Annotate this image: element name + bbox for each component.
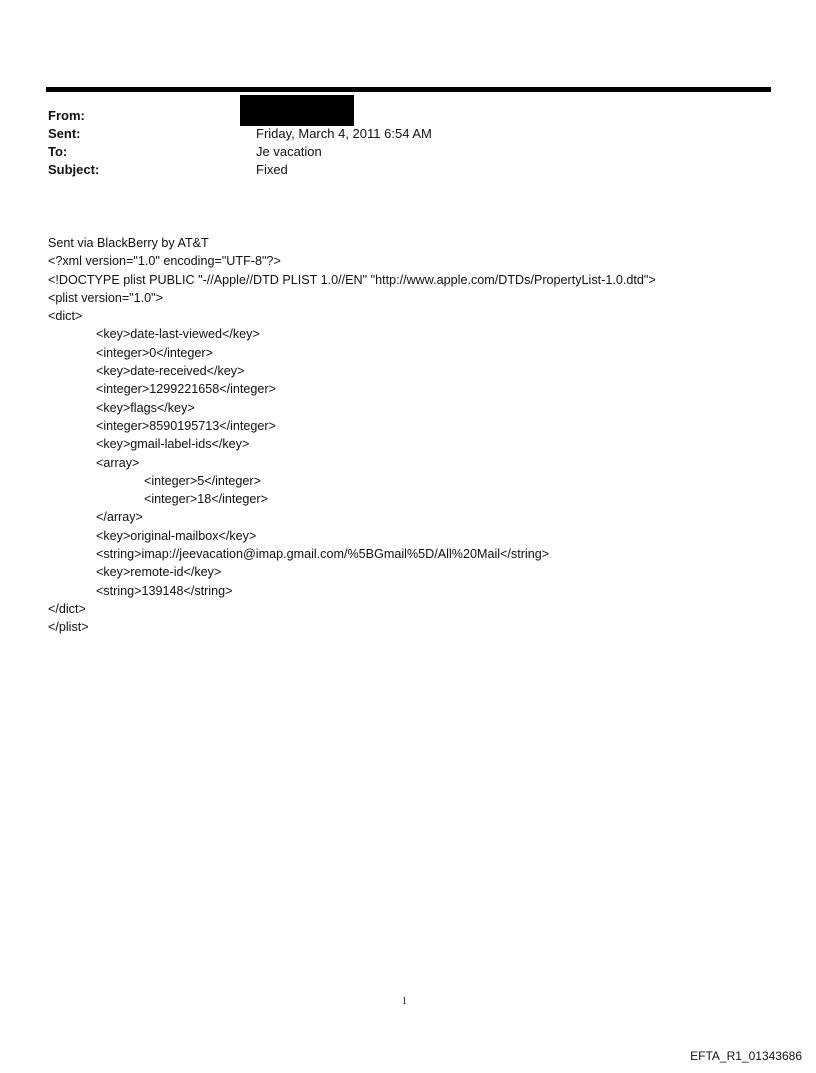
to-row [48,143,748,161]
body-line: <key>gmail-label-ids</key> [96,437,250,452]
subject-value: Fixed [256,162,288,177]
to-value: Je vacation [256,144,322,159]
page-number: 1 [402,996,407,1007]
document-id: EFTA_R1_01343686 [690,1049,802,1063]
sent-row [48,125,748,143]
email-body [48,234,788,637]
body-line: </plist> [48,620,89,635]
body-line: <integer>1299221658</integer> [96,382,276,397]
body-line: <key>flags</key> [96,400,195,415]
body-line: <integer>18</integer> [144,492,268,507]
from-label: From: [48,108,85,123]
to-label: To: [48,144,68,159]
body-line: <string>139148</string> [96,583,233,598]
body-line: </dict> [48,601,86,616]
subject-label: Subject: [48,162,100,177]
sent-label: Sent: [48,126,81,141]
body-line: <?xml version="1.0" encoding="UTF-8"?> [48,254,281,269]
body-line: <dict> [48,309,83,324]
body-line: Sent via BlackBerry by AT&T [48,236,209,250]
body-line: <integer>0</integer> [96,345,213,360]
body-line: <key>date-received</key> [96,364,245,379]
body-line: <key>original-mailbox</key> [96,528,257,543]
email-header [48,107,748,179]
redaction-box [240,95,354,126]
body-line: <integer>5</integer> [144,473,261,488]
subject-row [48,161,748,179]
body-line: <integer>8590195713</integer> [96,418,276,433]
from-row [48,107,748,125]
top-divider-rule [46,87,771,92]
body-line: <array> [96,455,140,470]
body-line: <!DOCTYPE plist PUBLIC "-//Apple//DTD PLIST 1.0//EN" "http://www.apple.com/DTDs/PropertyList-1.0.dtd"> [48,272,656,287]
body-line: <plist version="1.0"> [48,290,164,305]
body-line: <key>remote-id</key> [96,565,222,580]
sent-value: Friday, March 4, 2011 6:54 AM [256,126,432,141]
body-line: </array> [96,510,143,525]
body-line: <key>date-last-viewed</key> [96,327,260,342]
body-line: <string>imap://jeevacation@imap.gmail.com/%5BGmail%5D/All%20Mail</string> [96,547,550,562]
